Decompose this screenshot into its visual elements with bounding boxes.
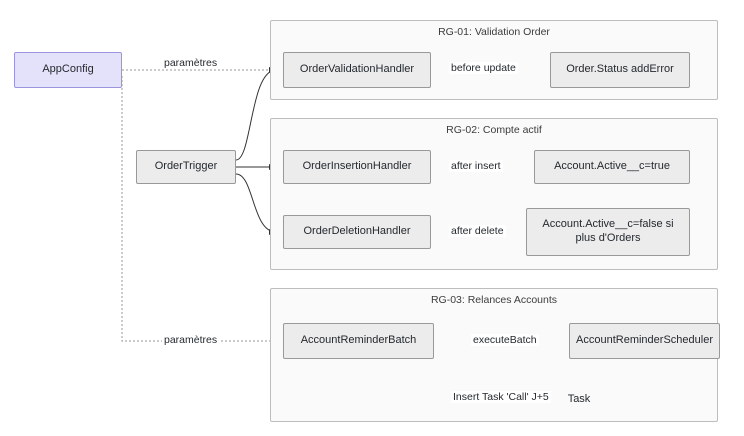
edge-appconfig-batch [122,76,277,341]
edge-label-executebatch: executeBatch [473,334,537,346]
group-rg02-title: RG-02: Compte actif [446,124,542,136]
node-account-active-false[interactable]: Account.Active__c=false si plus d'Orders [526,208,690,256]
node-accountreminderscheduler[interactable]: AccountReminderScheduler [569,323,720,359]
edge-label-before-update: before update [451,62,516,74]
node-ordertrigger[interactable]: OrderTrigger [136,150,236,184]
node-orderdeletionhandler[interactable]: OrderDeletionHandler [283,215,431,249]
node-account-active-true[interactable]: Account.Active__c=true [534,150,690,184]
node-accountreminderbatch[interactable]: AccountReminderBatch [283,323,434,359]
node-appconfig[interactable]: AppConfig [14,52,122,88]
edge-label-after-delete: after delete [451,225,504,237]
node-ordervalidationhandler[interactable]: OrderValidationHandler [283,52,431,88]
node-orderinsertionhandler[interactable]: OrderInsertionHandler [283,150,431,184]
edge-label-after-insert: after insert [451,160,501,172]
edge-label-parametres-2: paramètres [164,334,218,346]
node-task-label[interactable]: Task [567,393,591,405]
edge-label-parametres-1: paramètres [164,57,218,69]
edge-label-insert-task: Insert Task 'Call' J+5 [453,391,549,403]
node-orderstatus-adderror[interactable]: Order.Status addError [550,52,690,88]
group-rg03-title: RG-03: Relances Accounts [430,294,558,306]
group-rg01-title: RG-01: Validation Order [438,26,550,38]
